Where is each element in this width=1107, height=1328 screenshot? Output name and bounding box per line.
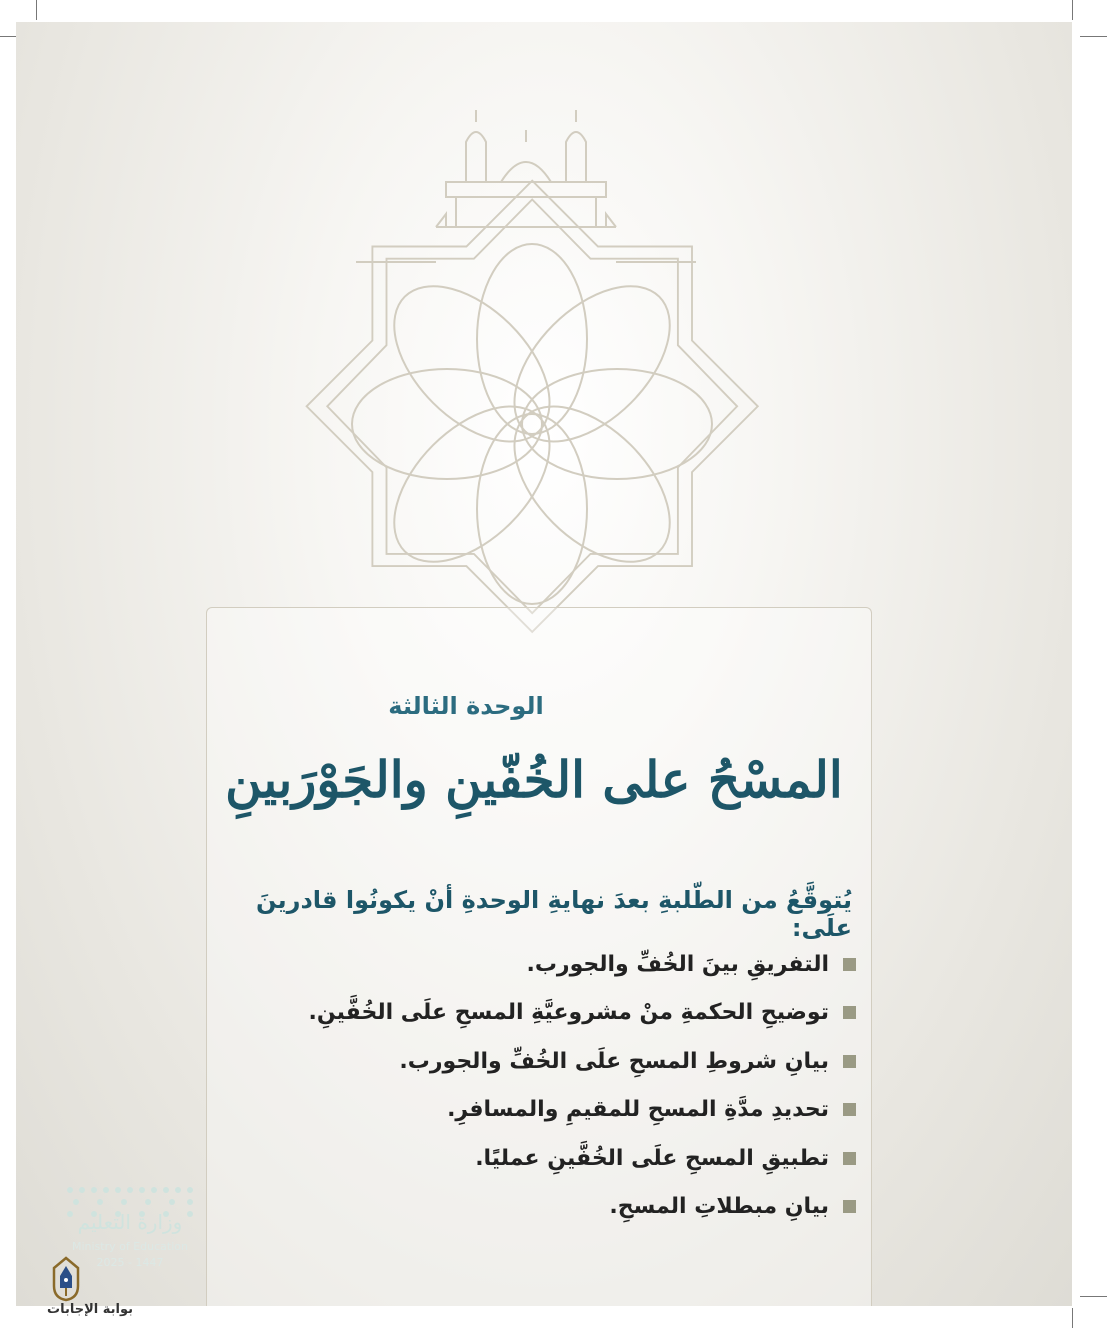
- pen-nib-portal-icon: [46, 1256, 86, 1302]
- square-bullet-icon: [843, 1055, 856, 1068]
- crop-mark-bottom-right-v: [1072, 1308, 1073, 1328]
- crop-mark-top-right-h: [1080, 36, 1107, 37]
- objective-text: تطبيقِ المسحِ علَى الخُفَّينِ عمليًا.: [475, 1145, 829, 1171]
- crop-mark-top-left-v: [36, 0, 37, 20]
- objective-text: بيانِ مبطلاتِ المسحِ.: [609, 1194, 829, 1220]
- ministry-name-en: Ministry of Education: [71, 1240, 188, 1253]
- page-background: [16, 22, 1072, 1306]
- crop-mark-bottom-right-h: [1080, 1296, 1107, 1297]
- square-bullet-icon: [843, 958, 856, 971]
- unit-title: المسْحُ على الخُفّينِ والجَوْرَبينِ: [225, 750, 843, 809]
- objectives-list: [236, 940, 856, 1231]
- objective-text: بيانِ شروطِ المسحِ علَى الخُفِّ والجورب.: [399, 1048, 829, 1074]
- square-bullet-icon: [843, 1103, 856, 1116]
- list-item: [236, 1037, 856, 1086]
- unit-label: الوحدة الثالثة: [388, 692, 544, 720]
- objective-text: تحديدِ مدَّةِ المسحِ للمقيمِ والمسافرِ.: [447, 1097, 829, 1123]
- list-item: [236, 1183, 856, 1232]
- list-item: [236, 989, 856, 1038]
- square-bullet-icon: [843, 1006, 856, 1019]
- objectives-intro: يُتوقَّعُ من الطّلبةِ بعدَ نهايةِ الوحدةِ أنْ يكونُوا قادرينَ علَى:: [256, 886, 852, 942]
- mosque-star-ornament-icon: [296, 102, 796, 662]
- list-item: [236, 1086, 856, 1135]
- ministry-name-ar: وزارة التعليم: [77, 1210, 183, 1234]
- square-bullet-icon: [843, 1152, 856, 1165]
- crop-mark-top-right-v: [1072, 0, 1073, 20]
- list-item: [236, 940, 856, 989]
- ministry-year: 2025 - 1447: [96, 1256, 164, 1269]
- objective-text: التفريقِ بينَ الخُفِّ والجورب.: [526, 951, 829, 977]
- objective-text: توضيحِ الحكمةِ منْ مشروعيَّةِ المسحِ علَى الخُفَّينِ.: [308, 1000, 829, 1026]
- square-bullet-icon: [843, 1200, 856, 1213]
- list-item: [236, 1134, 856, 1183]
- portal-label: بوابة الإجابات: [47, 1302, 133, 1317]
